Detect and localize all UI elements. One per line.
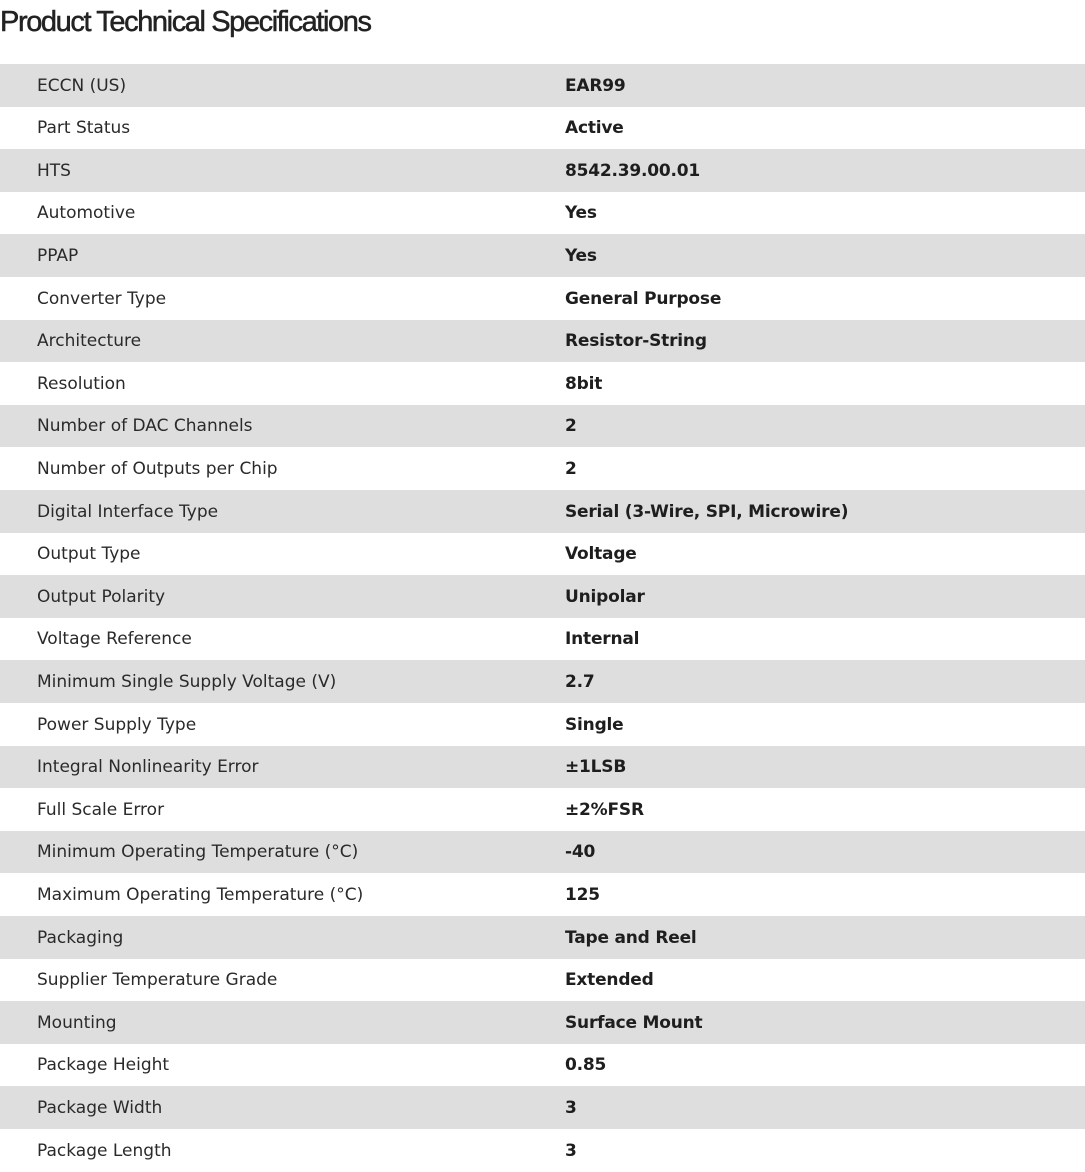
spec-label: Voltage Reference bbox=[37, 629, 192, 649]
spec-label: Resolution bbox=[37, 373, 126, 394]
spec-row bbox=[0, 149, 1085, 192]
spec-label: Mounting bbox=[37, 1012, 117, 1033]
spec-label: Package Width bbox=[37, 1097, 163, 1118]
spec-value: 3 bbox=[565, 1140, 577, 1161]
page-title: Product Technical Specifications bbox=[0, 6, 371, 38]
spec-value: 2.7 bbox=[565, 671, 595, 692]
spec-label: PPAP bbox=[37, 245, 79, 266]
spec-row bbox=[0, 192, 1085, 234]
spec-row bbox=[0, 959, 1085, 1001]
spec-row bbox=[0, 618, 1085, 660]
spec-value: Serial (3-Wire, SPI, Microwire) bbox=[565, 501, 849, 522]
spec-label: Maximum Operating Temperature (°C) bbox=[37, 884, 364, 905]
spec-value: ±1LSB bbox=[565, 757, 627, 777]
spec-row bbox=[0, 447, 1085, 490]
spec-table bbox=[0, 64, 1085, 1172]
spec-value: Internal bbox=[565, 629, 640, 649]
spec-row bbox=[0, 746, 1085, 788]
spec-row bbox=[0, 916, 1085, 959]
spec-value: Yes bbox=[565, 203, 597, 223]
spec-row bbox=[0, 660, 1085, 703]
spec-value: Tape and Reel bbox=[565, 927, 697, 948]
spec-value: Single bbox=[565, 714, 624, 735]
spec-label: Number of Outputs per Chip bbox=[37, 458, 278, 479]
spec-row bbox=[0, 64, 1085, 107]
spec-row bbox=[0, 533, 1085, 575]
spec-value: General Purpose bbox=[565, 288, 722, 309]
spec-row bbox=[0, 1001, 1085, 1044]
spec-label: Output Type bbox=[37, 544, 141, 564]
spec-value: 0.85 bbox=[565, 1055, 607, 1075]
spec-label: Supplier Temperature Grade bbox=[37, 970, 278, 990]
spec-row bbox=[0, 405, 1085, 447]
spec-value: ±2%FSR bbox=[565, 799, 644, 820]
spec-value: 3 bbox=[565, 1097, 577, 1118]
spec-label: Number of DAC Channels bbox=[37, 416, 253, 436]
spec-label: Automotive bbox=[37, 203, 136, 223]
spec-label: ECCN (US) bbox=[37, 75, 127, 96]
spec-row bbox=[0, 490, 1085, 533]
spec-label: Converter Type bbox=[37, 288, 167, 309]
spec-label: Full Scale Error bbox=[37, 799, 165, 820]
spec-value: Voltage bbox=[565, 544, 637, 564]
spec-value: 2 bbox=[565, 416, 577, 436]
spec-value: EAR99 bbox=[565, 75, 626, 96]
spec-row bbox=[0, 362, 1085, 405]
spec-row bbox=[0, 1129, 1085, 1172]
spec-label: Minimum Operating Temperature (°C) bbox=[37, 842, 359, 862]
spec-value: Yes bbox=[565, 245, 597, 266]
spec-row bbox=[0, 277, 1085, 320]
spec-value: Active bbox=[565, 118, 624, 138]
spec-label: Part Status bbox=[37, 118, 131, 138]
spec-value: 2 bbox=[565, 458, 577, 479]
spec-row bbox=[0, 234, 1085, 277]
spec-label: Digital Interface Type bbox=[37, 501, 219, 522]
spec-row bbox=[0, 831, 1085, 873]
spec-label: Output Polarity bbox=[37, 586, 166, 607]
spec-row bbox=[0, 575, 1085, 618]
spec-label: HTS bbox=[37, 160, 71, 181]
spec-row bbox=[0, 107, 1085, 149]
spec-value: 125 bbox=[565, 884, 600, 905]
spec-value: Extended bbox=[565, 970, 654, 990]
spec-label: Power Supply Type bbox=[37, 714, 197, 735]
spec-row bbox=[0, 703, 1085, 746]
spec-value: 8bit bbox=[565, 373, 603, 394]
spec-row bbox=[0, 1086, 1085, 1129]
spec-label: Minimum Single Supply Voltage (V) bbox=[37, 671, 337, 692]
spec-row bbox=[0, 320, 1085, 362]
spec-value: Unipolar bbox=[565, 586, 645, 607]
spec-row bbox=[0, 1044, 1085, 1086]
spec-label: Packaging bbox=[37, 927, 124, 948]
spec-row bbox=[0, 788, 1085, 831]
spec-value: Resistor-String bbox=[565, 331, 707, 351]
spec-label: Architecture bbox=[37, 331, 142, 351]
spec-value: 8542.39.00.01 bbox=[565, 160, 701, 181]
spec-label: Integral Nonlinearity Error bbox=[37, 757, 259, 777]
spec-value: Surface Mount bbox=[565, 1012, 703, 1033]
spec-row bbox=[0, 873, 1085, 916]
spec-value: -40 bbox=[565, 842, 596, 862]
spec-label: Package Height bbox=[37, 1055, 170, 1075]
spec-label: Package Length bbox=[37, 1140, 172, 1161]
